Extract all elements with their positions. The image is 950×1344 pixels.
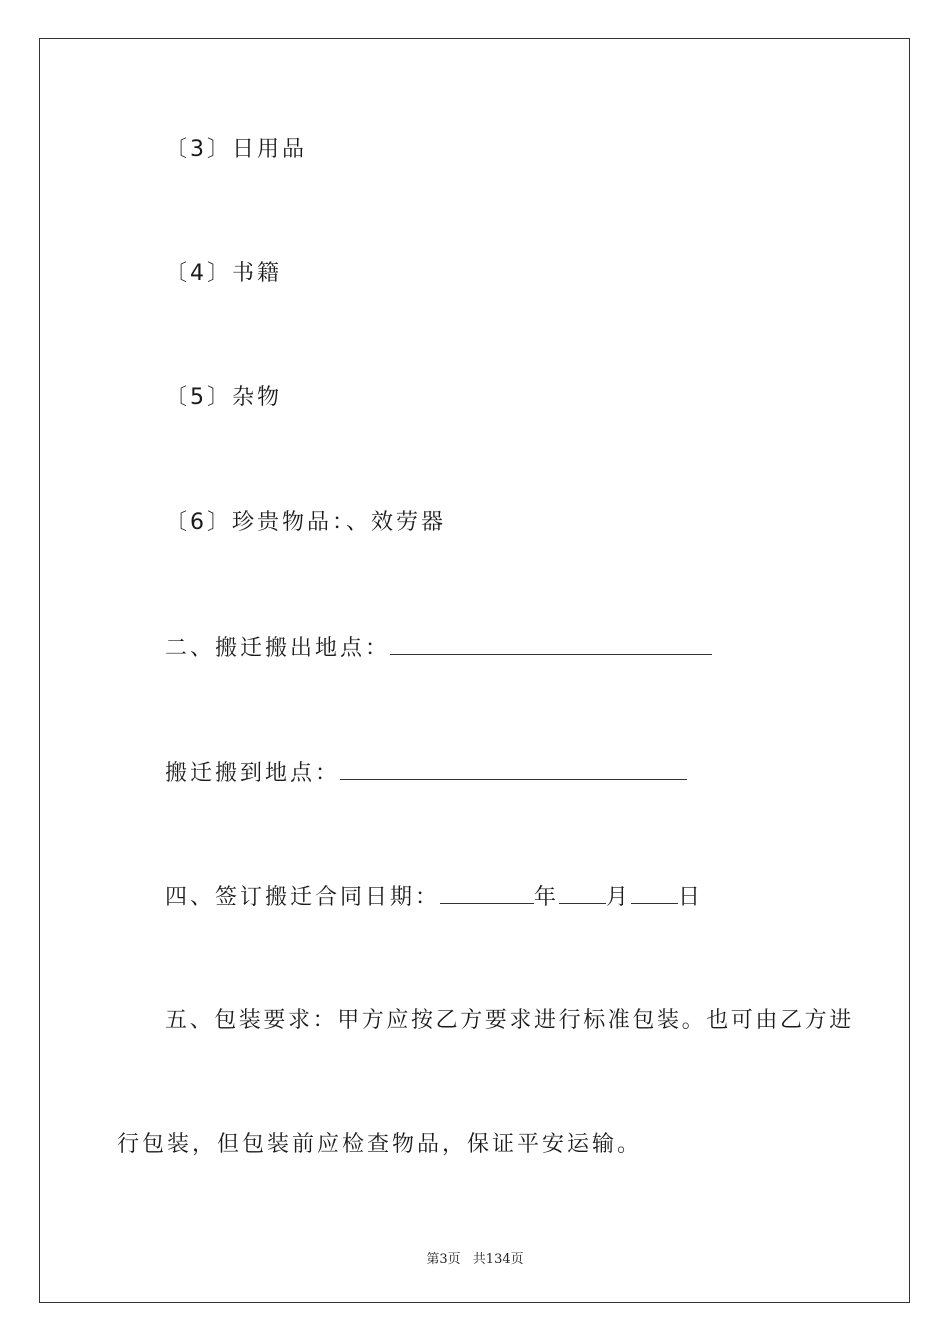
page-border xyxy=(39,38,910,1303)
origin-address-row xyxy=(165,632,712,664)
packing-requirement-line-1 xyxy=(165,1006,854,1036)
item-text: 〔3〕日用品 xyxy=(165,137,307,162)
item-text: 〔5〕杂物 xyxy=(165,385,282,410)
list-item-daily-goods xyxy=(165,135,307,165)
month-blank[interactable] xyxy=(559,881,606,904)
year-label: 年 xyxy=(534,885,560,910)
page-total: 共134页 xyxy=(472,1252,524,1267)
list-item-misc xyxy=(165,383,282,413)
list-item-valuables xyxy=(165,508,446,538)
destination-address-blank[interactable] xyxy=(340,757,687,780)
contract-date-row xyxy=(165,881,703,913)
paragraph-text: 行包装，但包装前应检查物品，保证平安运输。 xyxy=(117,1132,643,1157)
month-label: 月 xyxy=(606,885,632,910)
page-footer xyxy=(0,1248,950,1267)
year-blank[interactable] xyxy=(440,881,534,904)
destination-address-label: 搬迁搬到地点： xyxy=(165,761,341,786)
origin-address-label: 二、搬迁搬出地点： xyxy=(165,636,391,661)
day-blank[interactable] xyxy=(631,881,678,904)
item-text: 〔4〕书籍 xyxy=(165,261,282,286)
paragraph-text: 五、包装要求：甲方应按乙方要求进行标准包装。也可由乙方进 xyxy=(165,1008,854,1033)
page-number: 第3页 xyxy=(426,1252,461,1267)
day-label: 日 xyxy=(678,885,704,910)
packing-requirement-line-2 xyxy=(117,1130,642,1160)
contract-date-label: 四、签订搬迁合同日期： xyxy=(165,885,441,910)
origin-address-blank[interactable] xyxy=(390,632,712,655)
destination-address-row xyxy=(165,757,687,789)
item-text: 〔6〕珍贵物品：、效劳器 xyxy=(165,510,446,535)
list-item-books xyxy=(165,259,282,289)
